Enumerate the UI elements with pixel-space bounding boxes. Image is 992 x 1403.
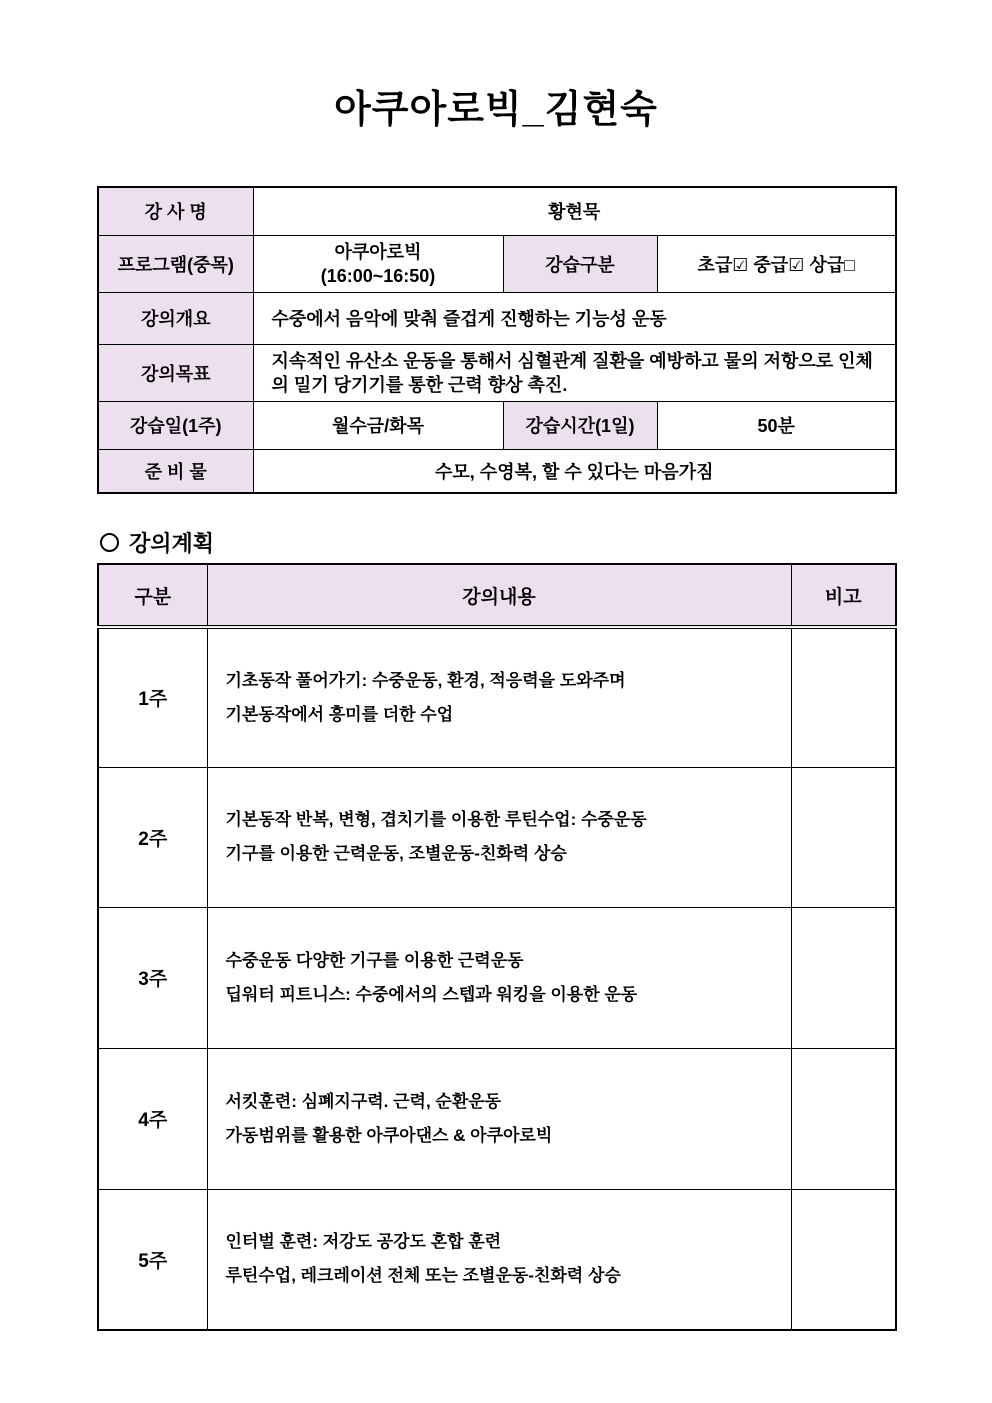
lecture-plan-table <box>97 563 897 1331</box>
plan-section-heading <box>100 527 214 558</box>
table-row-week1 <box>98 627 896 767</box>
time-value: 50분 <box>657 401 896 449</box>
days-label: 강습일(1주) <box>98 401 253 449</box>
note-cell <box>791 1048 896 1189</box>
content-line: 서킷훈련: 심폐지구력. 근력, 순환운동 <box>225 1091 502 1111</box>
content-line: 루틴수업, 레크레이션 전체 또는 조별운동-친화력 상승 <box>225 1266 621 1286</box>
page-title: 아쿠아로빅_김현숙 <box>334 89 658 131</box>
table-header-row <box>98 564 896 627</box>
table-row <box>98 449 896 493</box>
plan-header-content: 강의내용 <box>207 564 791 627</box>
content-line: 수중운동 다양한 기구를 이용한 근력운동 <box>225 950 524 970</box>
goal-label: 강의목표 <box>98 344 253 401</box>
table-row-week3 <box>98 907 896 1048</box>
table-row <box>98 187 896 235</box>
week-cell: 3주 <box>98 907 207 1048</box>
note-cell <box>791 907 896 1048</box>
week-cell: 2주 <box>98 767 207 907</box>
content-cell <box>207 627 791 767</box>
supplies-label: 준 비 물 <box>98 449 253 493</box>
overview-label: 강의개요 <box>98 292 253 344</box>
content-cell <box>207 907 791 1048</box>
overview-value: 수중에서 음악에 맞춰 즐겁게 진행하는 기능성 운동 <box>253 292 896 344</box>
program-value <box>253 235 503 292</box>
class-level-value: 초급☑ 중급☑ 상급□ <box>657 235 896 292</box>
table-row-week4 <box>98 1048 896 1189</box>
table-row <box>98 235 896 292</box>
note-cell <box>791 1189 896 1330</box>
class-level-label: 강습구분 <box>503 235 657 292</box>
instructor-label: 강 사 명 <box>98 187 253 235</box>
table-row-week2 <box>98 767 896 907</box>
content-line: 딥워터 피트니스: 수중에서의 스텝과 워킹을 이용한 운동 <box>225 984 638 1004</box>
plan-header-note: 비고 <box>791 564 896 627</box>
supplies-value: 수모, 수영복, 할 수 있다는 마음가짐 <box>253 449 896 493</box>
content-line: 가동범위를 활용한 아쿠아댄스 & 아쿠아로빅 <box>225 1125 553 1145</box>
note-cell <box>791 627 896 767</box>
week-cell: 5주 <box>98 1189 207 1330</box>
plan-header-week: 구분 <box>98 564 207 627</box>
content-line: 기본동작 반복, 변형, 겹치기를 이용한 루틴수업: 수중운동 <box>225 810 647 829</box>
content-cell <box>207 767 791 907</box>
goal-value: 지속적인 유산소 운동을 통해서 심혈관계 질환을 예방하고 물의 저항으로 인체의 밀기 당기기를 통한 근력 향상 촉진. <box>253 344 896 401</box>
table-row <box>98 401 896 449</box>
content-line: 기초동작 풀어가기: 수중운동, 환경, 적응력을 도와주며 <box>225 670 626 690</box>
content-cell <box>207 1189 791 1330</box>
table-row-week5 <box>98 1189 896 1330</box>
days-value: 월수금/화목 <box>253 401 503 449</box>
plan-section-title: 강의계획 <box>129 531 215 556</box>
content-cell <box>207 1048 791 1189</box>
note-cell <box>791 767 896 907</box>
instructor-value: 황현묵 <box>253 187 896 235</box>
program-name: 아쿠아로빅 <box>334 241 422 262</box>
week-cell: 4주 <box>98 1048 207 1189</box>
table-row <box>98 292 896 344</box>
week-cell: 1주 <box>98 627 207 767</box>
program-time: (16:00~16:50) <box>320 265 436 286</box>
content-line: 기구를 이용한 근력운동, 조별운동-친화력 상승 <box>225 844 567 863</box>
program-label: 프로그램(중목) <box>98 235 253 292</box>
circle-bullet-icon <box>100 533 119 552</box>
content-line: 기본동작에서 흥미를 더한 수업 <box>225 704 454 724</box>
course-info-table <box>97 186 897 494</box>
table-row <box>98 344 896 401</box>
content-line: 인터벌 훈련: 저강도 공강도 혼합 훈련 <box>225 1232 502 1252</box>
time-label: 강습시간(1일) <box>503 401 657 449</box>
